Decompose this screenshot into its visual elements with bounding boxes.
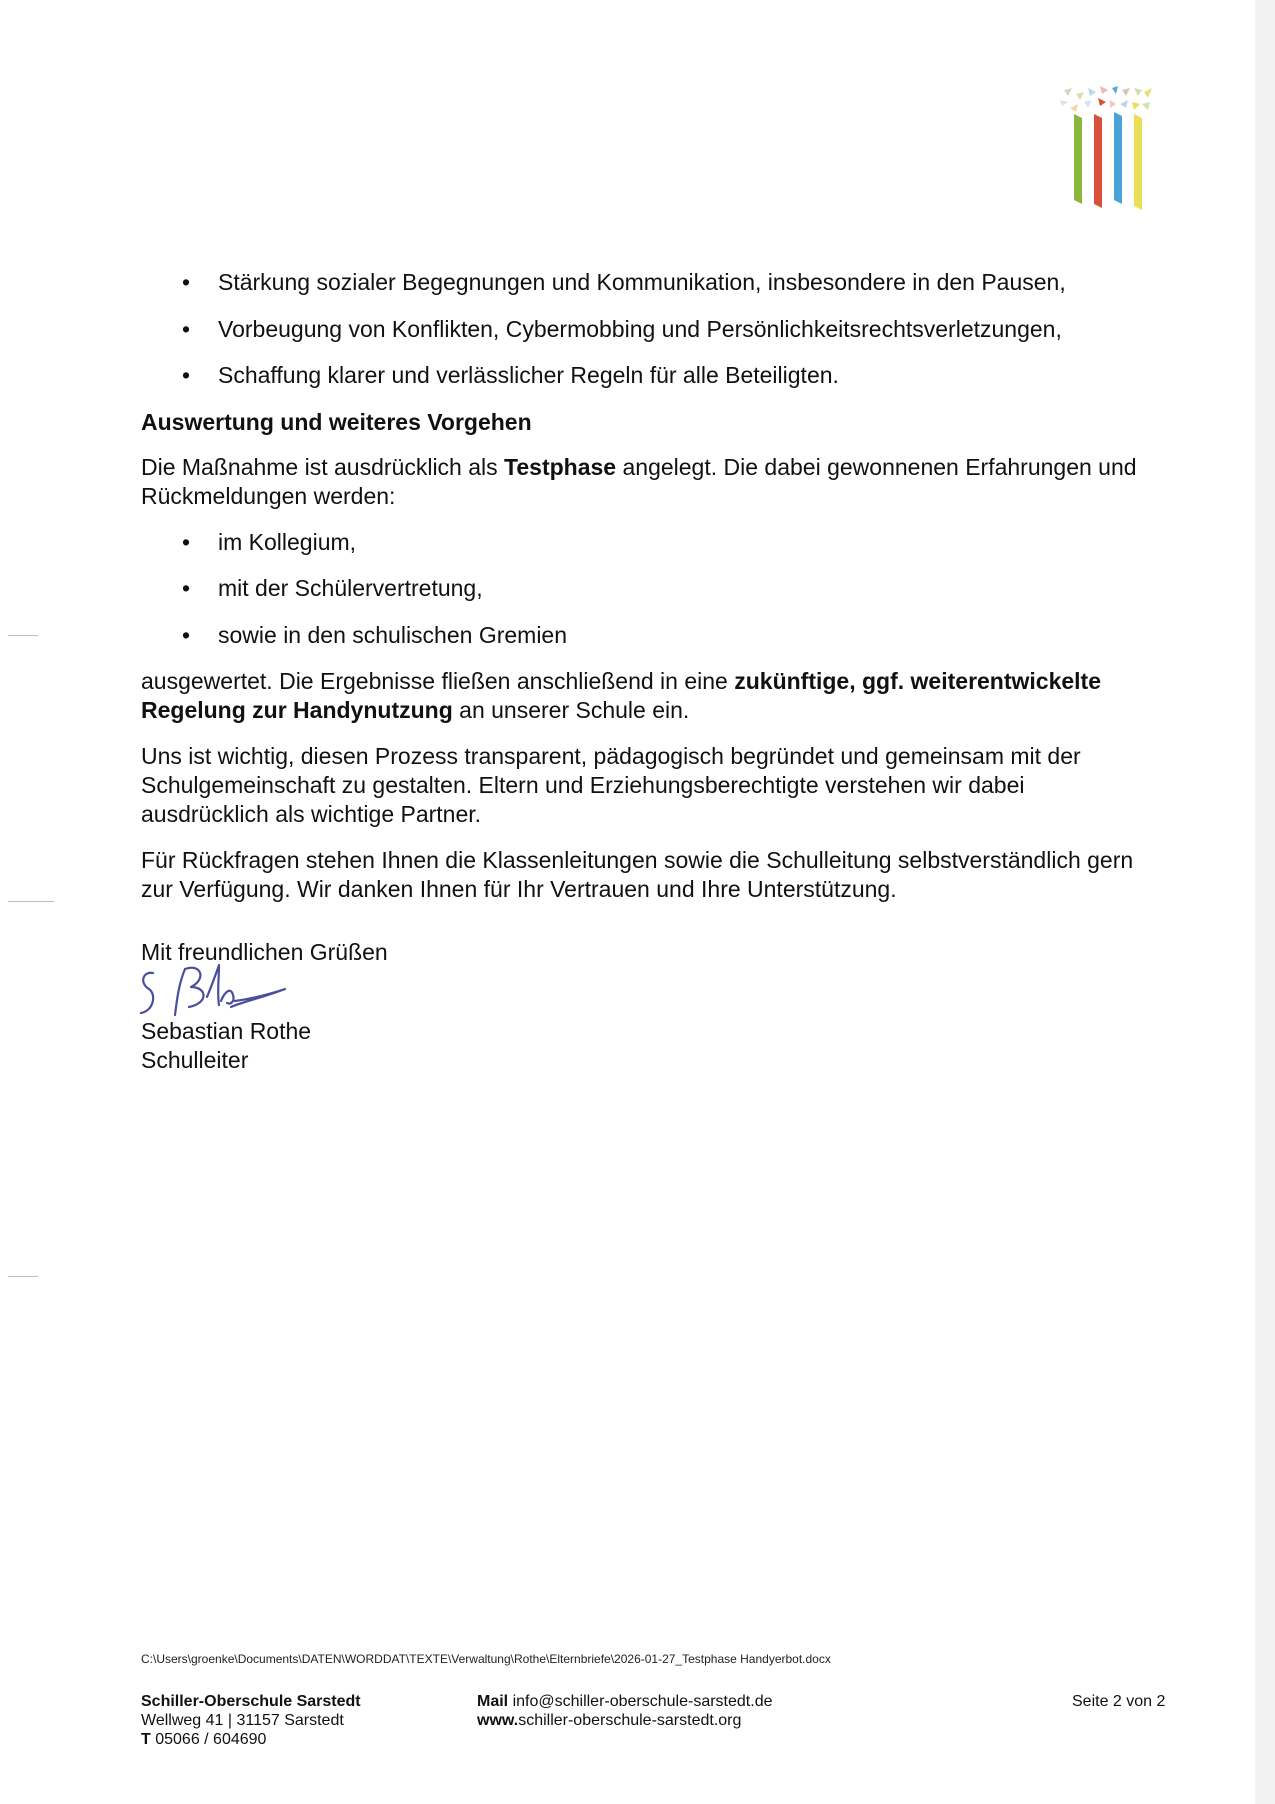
list-item: • mit der Schülervertretung,: [182, 575, 483, 601]
list-item: • sowie in den schulischen Gremien: [182, 621, 568, 648]
list-item: • Stärkung sozialer Begegnungen und Kommunikation, insbesondere in den Pausen,: [182, 269, 1066, 295]
evaluation-list: [141, 528, 1141, 650]
handwritten-signature-icon: [141, 963, 1141, 1017]
bullet-icon: •: [182, 362, 191, 388]
paragraph-testphase: Die Maßnahme ist ausdrücklich als Testphase angelegt. Die dabei gewonnenen Erfahrungen und Rückmeldungen werden:: [141, 453, 1137, 509]
bullet-icon: •: [182, 315, 191, 342]
fold-mark: [8, 1276, 38, 1277]
website: www.schiller-oberschule-sarstedt.org: [477, 1712, 742, 1729]
punch-mark: [8, 901, 54, 902]
section-heading: Auswertung und weiteres Vorgehen: [141, 408, 532, 435]
school-name: Schiller-Oberschule Sarstedt: [141, 1693, 361, 1710]
list-item: • Vorbeugung von Konflikten, Cybermobbing und Persönlichkeitsrechtsverletzungen,: [182, 315, 1062, 342]
closing-block: [141, 938, 1141, 1075]
page-edge: [1255, 0, 1275, 1804]
signer-role: Schulleiter: [141, 1047, 249, 1073]
page-number: Seite 2 von 2: [1072, 1693, 1166, 1710]
greeting: Mit freundlichen Grüßen: [141, 939, 388, 965]
list-item: • im Kollegium,: [182, 528, 357, 555]
phone: T 05066 / 604690: [141, 1731, 267, 1748]
footer-contact: [477, 1692, 772, 1730]
signer-name: Sebastian Rothe: [141, 1018, 312, 1044]
school-logo-icon: [1058, 86, 1154, 212]
paragraph-results: ausgewertet. Die Ergebnisse fließen anschließend in eine zukünftige, ggf. weiterentwickelte Regelung zur Handynutzung an unserer Schule ein.: [141, 668, 1102, 723]
paragraph-transparency: Uns ist wichtig, diesen Prozess transparent, pädagogisch begründet und gemeinsam mit der Schulgemeinschaft zu gestalten. Eltern und Erziehungsberechtigte verstehen wir dabei ausdrücklich als wichtige Partner.: [141, 743, 1081, 827]
goals-list: [141, 268, 1141, 390]
fold-mark: [8, 635, 38, 636]
bullet-icon: •: [182, 528, 191, 555]
address: Wellweg 41 | 31157 Sarstedt: [141, 1712, 344, 1729]
footer-address: [141, 1692, 361, 1749]
file-path: C:\Users\groenke\Documents\DATEN\WORDDAT\TEXTE\Verwaltung\Rothe\Elternbriefe\2026-01-27_Testphase Handyerbot.docx: [141, 1652, 831, 1666]
bullet-icon: •: [182, 269, 191, 295]
list-item: • Schaffung klarer und verlässlicher Regeln für alle Beteiligten.: [182, 362, 839, 388]
bullet-icon: •: [182, 575, 191, 601]
paragraph-contact: Für Rückfragen stehen Ihnen die Klassenleitungen sowie die Schulleitung selbstverständlich gern zur Verfügung. Wir danken Ihnen für Ihr Vertrauen und Ihre Unterstützung.: [141, 847, 1134, 902]
mail: Mail info@schiller-oberschule-sarstedt.de: [477, 1693, 773, 1710]
letter-body: [141, 268, 1141, 1075]
bullet-icon: •: [182, 621, 191, 648]
